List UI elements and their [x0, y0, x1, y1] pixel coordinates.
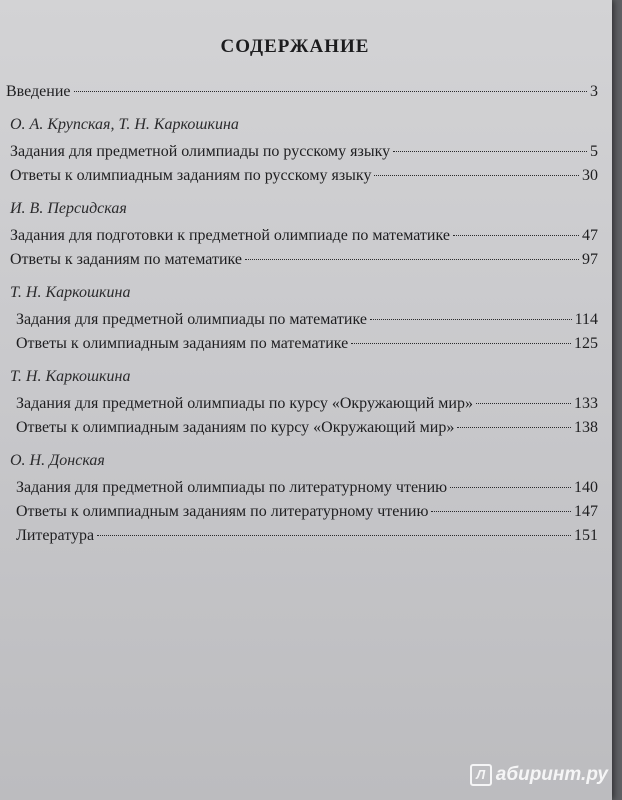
toc-entry-label: Ответы к олимпиадным заданиям по литературному чтению [16, 503, 429, 520]
toc-page-number: 5 [590, 143, 598, 160]
toc-entry [6, 416, 598, 440]
toc-section [6, 450, 598, 548]
watermark-text: абиринт.ру [495, 764, 608, 785]
toc-page-number: 47 [582, 227, 598, 244]
dot-leader [245, 259, 579, 260]
dot-leader [374, 175, 579, 176]
dot-leader [476, 403, 571, 404]
toc-page-number: 97 [582, 251, 598, 268]
toc-entry-label: Ответы к олимпиадным заданиям по русскому языку [10, 167, 372, 184]
toc-entry [6, 140, 598, 164]
toc-entry [6, 80, 598, 104]
toc-section [6, 80, 598, 104]
toc-section [6, 282, 598, 356]
toc-page-number: 30 [582, 167, 598, 184]
dot-leader [370, 319, 572, 320]
toc-entry [6, 224, 598, 248]
toc-entry-label: Задания для предметной олимпиады по русскому языку [10, 143, 391, 160]
toc-page-number: 147 [574, 503, 598, 520]
toc-page-number: 140 [574, 479, 598, 496]
dot-leader [457, 427, 571, 428]
labirint-logo-icon: Л [470, 764, 492, 786]
toc-entry [6, 164, 598, 188]
toc-page-number: 133 [574, 395, 598, 412]
dot-leader [97, 535, 571, 536]
dot-leader [453, 235, 579, 236]
section-author: Т. Н. Каркошкина [10, 368, 131, 385]
toc-entry-label: Задания для предметной олимпиады по курсу «Окружающий мир» [16, 395, 473, 412]
dot-leader [431, 511, 571, 512]
toc-entry [6, 476, 598, 500]
dot-leader [351, 343, 571, 344]
toc-entry [6, 392, 598, 416]
toc-entry [6, 332, 598, 356]
toc-page-number: 125 [574, 335, 598, 352]
toc-entry-label: Ответы к заданиям по математике [10, 251, 242, 268]
section-author: О. А. Крупская, Т. Н. Каркошкина [10, 116, 239, 133]
toc-entry-label: Задания для подготовки к предметной олимпиаде по математике [10, 227, 450, 244]
toc-entry-label: Ответы к олимпиадным заданиям по курсу «Окружающий мир» [16, 419, 455, 436]
toc-page-number: 151 [574, 527, 598, 544]
toc-section [6, 366, 598, 440]
labirint-watermark [470, 764, 608, 786]
toc-entry [6, 500, 598, 524]
toc-entry-label: Ответы к олимпиадным заданиям по математике [16, 335, 349, 352]
dot-leader [450, 487, 571, 488]
section-author: О. Н. Донская [10, 452, 105, 469]
toc-page-number: 138 [574, 419, 598, 436]
toc-entry [6, 524, 598, 548]
toc-entry-label: Задания для предметной олимпиады по литературному чтению [16, 479, 448, 496]
section-author: И. В. Персидская [10, 200, 127, 217]
toc-page-number: 3 [590, 83, 598, 100]
toc-entry [6, 308, 598, 332]
toc-entry-label: Введение [6, 83, 71, 100]
page-title: СОДЕРЖАНИЕ [220, 36, 370, 57]
section-author: Т. Н. Каркошкина [10, 284, 131, 301]
toc-page-number: 114 [574, 311, 598, 328]
dot-leader [393, 151, 587, 152]
toc-entry-label: Задания для предметной олимпиады по математике [16, 311, 367, 328]
toc-entry-label: Литература [16, 527, 95, 544]
toc-entry [6, 248, 598, 272]
toc-section [6, 114, 598, 188]
table-of-contents [6, 80, 598, 558]
dot-leader [74, 91, 588, 92]
toc-section [6, 198, 598, 272]
